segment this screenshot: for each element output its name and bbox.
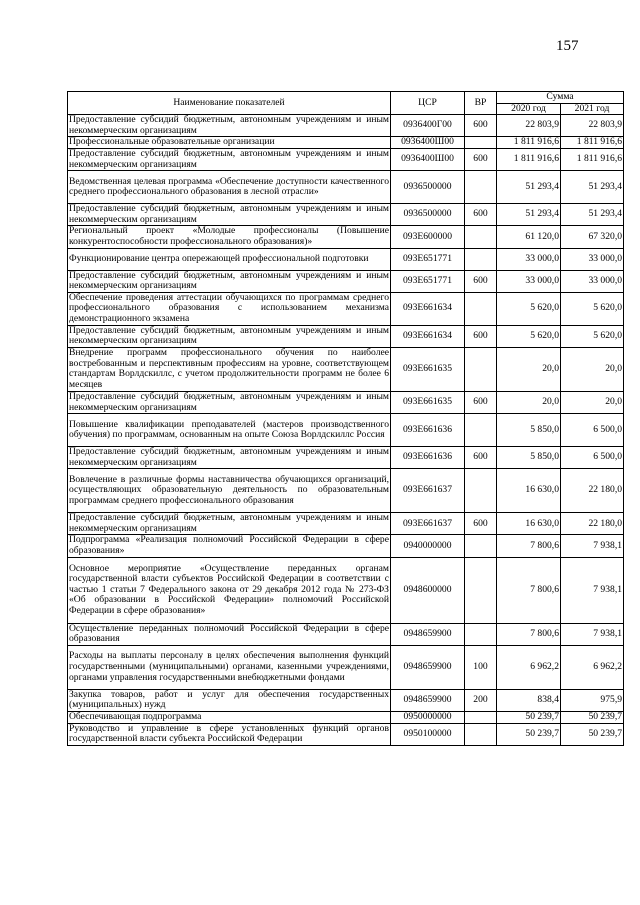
table-row bbox=[68, 623, 624, 645]
row-name: Предоставление субсидий бюджетным, автономным учреждениям и иным некоммерческим организациям bbox=[69, 390, 389, 413]
row-name: Руководство и управление в сфере установленных функций органов государственной власти субъекта Российской Федерации bbox=[69, 722, 389, 745]
table-row bbox=[68, 689, 624, 711]
row-sum-2020: 1 811 916,6 bbox=[497, 137, 561, 149]
row-sum-2020: 5 620,0 bbox=[497, 325, 561, 347]
row-csr: 0936400Г00 bbox=[391, 115, 465, 137]
table-row bbox=[68, 535, 624, 557]
row-csr: 0940000000 bbox=[391, 535, 465, 557]
row-name: Функционирование центра опережающей профессиональной подготовки bbox=[68, 248, 391, 270]
row-vr bbox=[465, 226, 497, 248]
row-csr: 0936400Ш00 bbox=[391, 137, 465, 149]
table-row bbox=[68, 292, 624, 325]
row-vr bbox=[465, 171, 497, 204]
row-vr: 600 bbox=[465, 270, 497, 292]
table-header bbox=[68, 92, 624, 115]
row-vr: 600 bbox=[465, 148, 497, 170]
row-sum-2021: 7 938,1 bbox=[561, 623, 624, 645]
table-row bbox=[68, 391, 624, 413]
row-vr: 600 bbox=[465, 325, 497, 347]
row-name: Основное мероприятие «Осуществление переданных органам государственной власти субъектов Российской Федерации в соответствии с частью 1 статьи 7 Федерального закона от 29 декабря 2012 года № 273-ФЗ «Об образовании в Российской Федерации» полномочий Российской Федерации в сфере образования» bbox=[68, 557, 391, 623]
row-csr: 093Е661635 bbox=[391, 391, 465, 413]
table-row bbox=[68, 226, 624, 248]
row-vr: 100 bbox=[465, 645, 497, 689]
row-sum-2020: 61 120,0 bbox=[497, 226, 561, 248]
row-sum-2021: 51 293,4 bbox=[561, 171, 624, 204]
header-sum: Сумма bbox=[497, 92, 624, 104]
row-csr: 093Е661634 bbox=[391, 292, 465, 325]
row-vr bbox=[465, 557, 497, 623]
table-row bbox=[68, 115, 624, 137]
row-csr: 0936400Ш00 bbox=[391, 148, 465, 170]
row-vr bbox=[465, 137, 497, 149]
row-sum-2021: 7 938,1 bbox=[561, 557, 624, 623]
table-row bbox=[68, 137, 624, 149]
row-sum-2021: 20,0 bbox=[561, 391, 624, 413]
row-csr: 0948659900 bbox=[391, 645, 465, 689]
row-name: Предоставление субсидий бюджетным, автономным учреждениям и иным некоммерческим организациям bbox=[69, 324, 389, 347]
row-sum-2020: 5 850,0 bbox=[497, 414, 561, 447]
row-csr: 093Е661637 bbox=[391, 469, 465, 513]
row-sum-2021: 33 000,0 bbox=[561, 270, 624, 292]
row-vr: 600 bbox=[465, 513, 497, 535]
row-vr bbox=[465, 248, 497, 270]
row-sum-2021: 1 811 916,6 bbox=[561, 148, 624, 170]
row-name: Профессиональные образовательные организации bbox=[68, 137, 391, 149]
row-vr bbox=[465, 723, 497, 745]
table-row bbox=[68, 513, 624, 535]
row-sum-2021: 975,9 bbox=[561, 689, 624, 711]
header-name: Наименование показателей bbox=[68, 92, 391, 115]
row-sum-2020: 50 239,7 bbox=[497, 723, 561, 745]
row-sum-2020: 7 800,6 bbox=[497, 623, 561, 645]
table-row bbox=[68, 712, 624, 724]
row-sum-2020: 33 000,0 bbox=[497, 270, 561, 292]
page-number: 157 bbox=[556, 38, 579, 54]
row-sum-2021: 5 620,0 bbox=[561, 325, 624, 347]
row-sum-2021: 6 962,2 bbox=[561, 645, 624, 689]
table-row bbox=[68, 447, 624, 469]
table-row bbox=[68, 347, 624, 391]
row-vr bbox=[465, 347, 497, 391]
table-body bbox=[68, 115, 624, 746]
row-sum-2020: 51 293,4 bbox=[497, 204, 561, 226]
table-row bbox=[68, 148, 624, 170]
table-row bbox=[68, 171, 624, 204]
row-sum-2021: 67 320,0 bbox=[561, 226, 624, 248]
table-row bbox=[68, 248, 624, 270]
row-csr: 093Е661637 bbox=[391, 513, 465, 535]
row-name: Вовлечение в различные формы наставничества обучающихся организаций, осуществляющих образовательную деятельность по образовательным программам среднего профессионального образования bbox=[68, 469, 391, 513]
row-sum-2021: 5 620,0 bbox=[561, 292, 624, 325]
table-row bbox=[68, 270, 624, 292]
row-csr: 093Е661636 bbox=[391, 447, 465, 469]
row-sum-2021: 20,0 bbox=[561, 347, 624, 391]
row-sum-2020: 50 239,7 bbox=[497, 712, 561, 724]
row-sum-2020: 5 850,0 bbox=[497, 447, 561, 469]
row-sum-2020: 51 293,4 bbox=[497, 171, 561, 204]
row-csr: 0948600000 bbox=[391, 557, 465, 623]
row-sum-2021: 50 239,7 bbox=[561, 723, 624, 745]
table-row bbox=[68, 325, 624, 347]
row-name: Расходы на выплаты персоналу в целях обеспечения выполнения функций государственными (муниципальными) органами, казенными учреждениями, органами управления государственными внебюджетными фондами bbox=[68, 645, 391, 689]
row-sum-2020: 7 800,6 bbox=[497, 557, 561, 623]
row-sum-2020: 838,4 bbox=[497, 689, 561, 711]
row-csr: 093Е661634 bbox=[391, 325, 465, 347]
row-name: Подпрограмма «Реализация полномочий Российской Федерации в сфере образования» bbox=[69, 534, 389, 557]
row-csr: 0950000000 bbox=[391, 712, 465, 724]
row-csr: 0948659900 bbox=[391, 623, 465, 645]
row-csr: 0950100000 bbox=[391, 723, 465, 745]
row-name: Предоставление субсидий бюджетным, автономным учреждениям и иным некоммерческим организациям bbox=[69, 512, 389, 534]
row-name: Предоставление субсидий бюджетным, автономным учреждениям и иным некоммерческим организациям bbox=[69, 269, 389, 292]
row-name: Повышение квалификации преподавателей (мастеров производственного обучения) по программам, основанным на опыте Союза Ворлдскиллс Россия bbox=[68, 414, 391, 447]
header-csr: ЦСР bbox=[391, 92, 465, 115]
row-sum-2020: 16 630,0 bbox=[497, 513, 561, 535]
budget-table bbox=[67, 91, 624, 746]
row-vr bbox=[465, 535, 497, 557]
row-vr bbox=[465, 292, 497, 325]
table-row bbox=[68, 645, 624, 689]
row-vr: 600 bbox=[465, 447, 497, 469]
row-csr: 0948659900 bbox=[391, 689, 465, 711]
row-sum-2020: 20,0 bbox=[497, 347, 561, 391]
row-sum-2020: 7 800,6 bbox=[497, 535, 561, 557]
row-sum-2021: 7 938,1 bbox=[561, 535, 624, 557]
row-name: Обеспечивающая подпрограмма bbox=[68, 712, 391, 724]
row-name: Предоставление субсидий бюджетным, автономным учреждениям и иным некоммерческим организациям bbox=[69, 203, 389, 225]
row-csr: 093Е651771 bbox=[391, 248, 465, 270]
row-name: Закупка товаров, работ и услуг для обеспечения государственных (муниципальных) нужд bbox=[69, 688, 389, 711]
row-sum-2020: 16 630,0 bbox=[497, 469, 561, 513]
table-row bbox=[68, 557, 624, 623]
row-sum-2021: 6 500,0 bbox=[561, 447, 624, 469]
row-name: Осуществление переданных полномочий Российской Федерации в сфере образования bbox=[69, 622, 389, 645]
row-sum-2021: 33 000,0 bbox=[561, 248, 624, 270]
row-vr bbox=[465, 414, 497, 447]
row-csr: 0936500000 bbox=[391, 204, 465, 226]
row-sum-2021: 1 811 916,6 bbox=[561, 137, 624, 149]
row-vr: 600 bbox=[465, 391, 497, 413]
table-row bbox=[68, 723, 624, 745]
row-sum-2020: 22 803,9 bbox=[497, 115, 561, 137]
row-sum-2020: 1 811 916,6 bbox=[497, 148, 561, 170]
row-sum-2020: 20,0 bbox=[497, 391, 561, 413]
row-sum-2021: 50 239,7 bbox=[561, 712, 624, 724]
row-sum-2020: 33 000,0 bbox=[497, 248, 561, 270]
row-vr: 600 bbox=[465, 115, 497, 137]
row-sum-2021: 51 293,4 bbox=[561, 204, 624, 226]
row-sum-2020: 5 620,0 bbox=[497, 292, 561, 325]
header-year-2020: 2020 год bbox=[497, 103, 561, 115]
row-vr bbox=[465, 623, 497, 645]
row-csr: 093Е661636 bbox=[391, 414, 465, 447]
row-sum-2021: 22 180,0 bbox=[561, 469, 624, 513]
row-name: Предоставление субсидий бюджетным, автономным учреждениям и иным некоммерческим организациям bbox=[69, 446, 389, 468]
row-vr: 200 bbox=[465, 689, 497, 711]
row-name: Предоставление субсидий бюджетным, автономным учреждениям и иным некоммерческим организациям bbox=[69, 114, 389, 136]
row-name: Региональный проект «Молодые профессионалы (Повышение конкурентоспособности профессионального образования)» bbox=[69, 225, 389, 247]
table-row bbox=[68, 204, 624, 226]
row-sum-2020: 6 962,2 bbox=[497, 645, 561, 689]
row-csr: 093Е661635 bbox=[391, 347, 465, 391]
row-csr: 093Е600000 bbox=[391, 226, 465, 248]
row-sum-2021: 22 180,0 bbox=[561, 513, 624, 535]
header-year-2021: 2021 год bbox=[561, 103, 624, 115]
header-vr: ВР bbox=[465, 92, 497, 115]
row-sum-2021: 6 500,0 bbox=[561, 414, 624, 447]
row-vr bbox=[465, 712, 497, 724]
row-sum-2021: 22 803,9 bbox=[561, 115, 624, 137]
row-csr: 093Е651771 bbox=[391, 270, 465, 292]
row-csr: 0936500000 bbox=[391, 171, 465, 204]
table-row bbox=[68, 414, 624, 447]
row-vr: 600 bbox=[465, 204, 497, 226]
row-name: Внедрение программ профессионального обучения по наиболее востребованным и перспективным профессиям на уровне, соответствующем стандартам Ворлдскиллс, с учетом продолжительности программ не более 6 месяцев bbox=[69, 347, 389, 390]
row-vr bbox=[465, 469, 497, 513]
row-name: Ведомственная целевая программа «Обеспечение доступности качественного среднего профессионального образования в лесной отрасли» bbox=[68, 171, 391, 204]
table-row bbox=[68, 469, 624, 513]
row-name: Обеспечение проведения аттестации обучающихся по программам среднего профессионального образования с использованием механизма демонстрационного экзамена bbox=[69, 291, 389, 325]
row-name: Предоставление субсидий бюджетным, автономным учреждениям и иным некоммерческим организациям bbox=[69, 147, 389, 170]
